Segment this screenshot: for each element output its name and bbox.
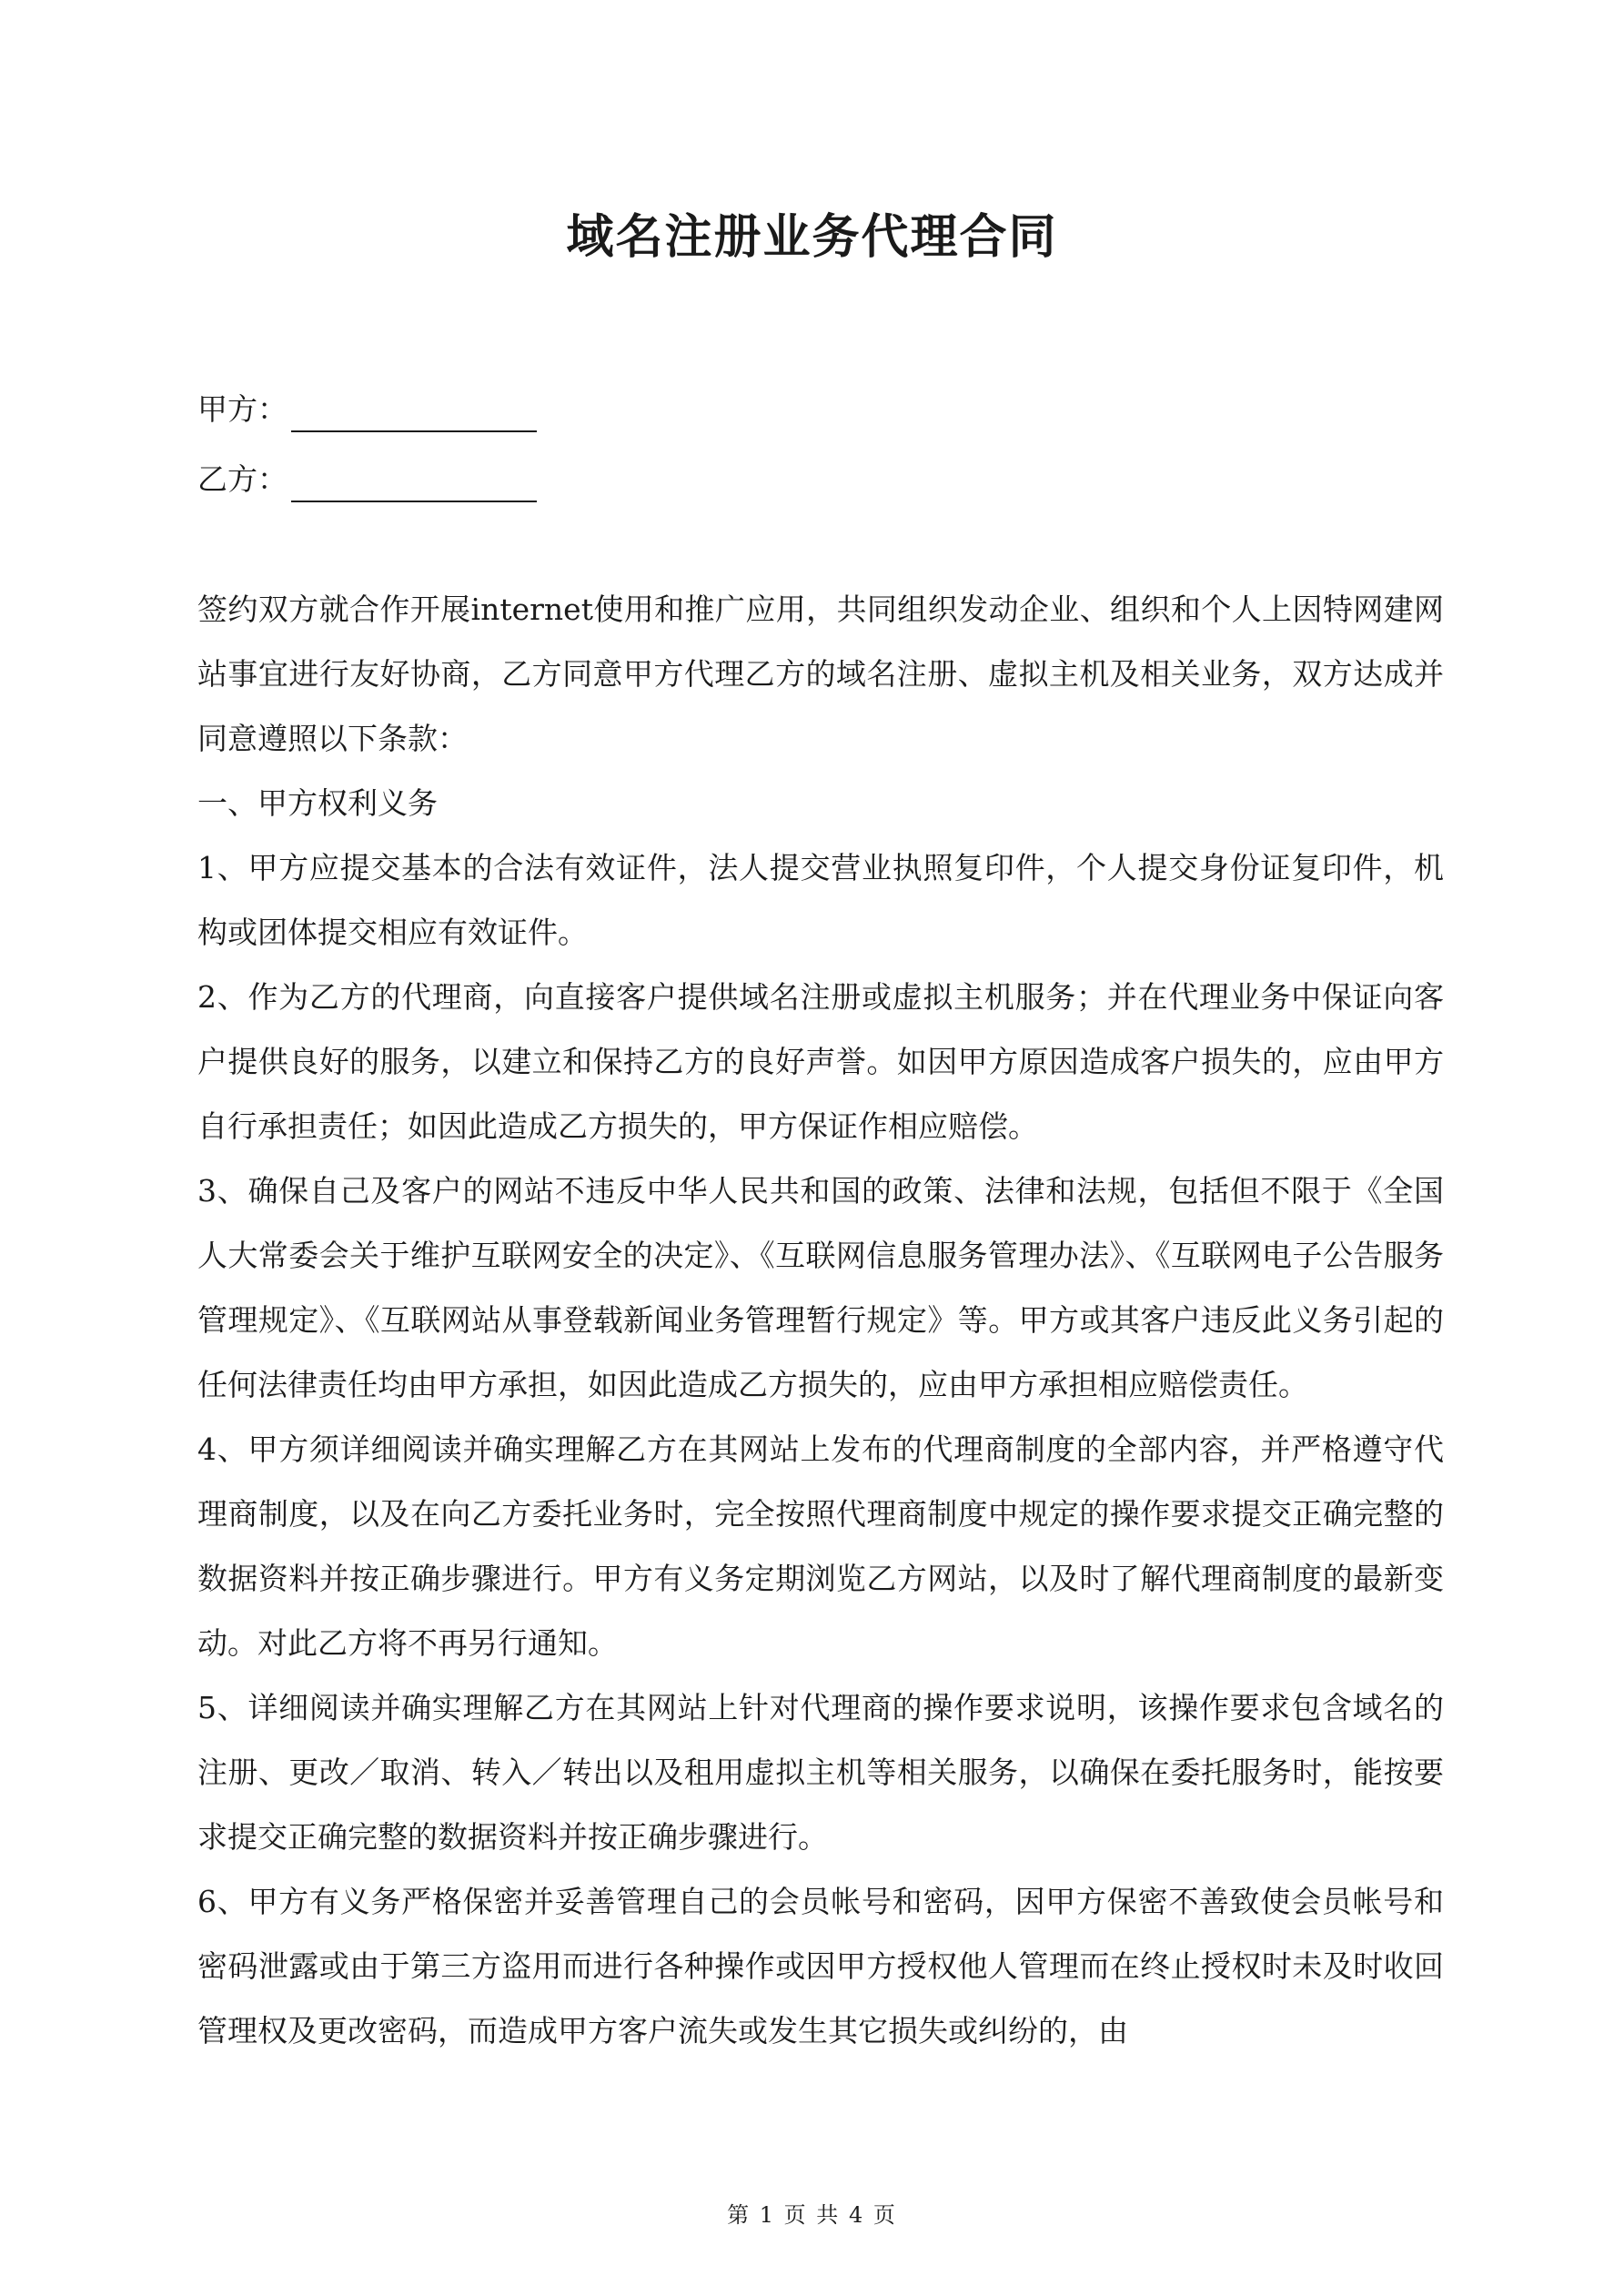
party-a-line [197, 387, 537, 432]
party-b-label: 乙方： [197, 461, 287, 497]
party-a-blank [291, 398, 537, 432]
clause-3: 3、确保自己及客户的网站不违反中华人民共和国的政策、法律和法规，包括但不限于《全国人大常委会关于维护互联网安全的决定》、《互联网信息服务管理办法》、《互联网电子公告服务管理规定》、《互联网站从事登载新闻业务管理暂行规定》等。甲方或其客户违反此义务引起的任何法律责任均由甲方承担，如因此造成乙方损失的，应由甲方承担相应赔偿责任。 [197, 1173, 1444, 1402]
clause-1: 1、甲方应提交基本的合法有效证件，法人提交营业执照复印件，个人提交身份证复印件，机构或团体提交相应有效证件。 [197, 850, 1444, 950]
clause-5: 5、详细阅读并确实理解乙方在其网站上针对代理商的操作要求说明，该操作要求包含域名的注册、更改／取消、转入／转出以及租用虚拟主机等相关服务，以确保在委托服务时，能按要求提交正确完整的数据资料并按正确步骤进行。 [197, 1690, 1444, 1855]
clause-4: 4、甲方须详细阅读并确实理解乙方在其网站上发布的代理商制度的全部内容，并严格遵守代理商制度，以及在向乙方委托业务时，完全按照代理商制度中规定的操作要求提交正确完整的数据资料并按正确步骤进行。甲方有义务定期浏览乙方网站，以及时了解代理商制度的最新变动。对此乙方将不再另行通知。 [197, 1431, 1444, 1661]
party-a-label: 甲方： [197, 391, 287, 427]
section-heading: 一、甲方权利义务 [197, 785, 438, 821]
clause-6: 6、甲方有义务严格保密并妥善管理自己的会员帐号和密码，因甲方保密不善致使会员帐号和密码泄露或由于第三方盗用而进行各种操作或因甲方授权他人管理而在终止授权时未及时收回管理权及更改密码，而造成甲方客户流失或发生其它损失或纠纷的，由 [197, 1884, 1444, 2048]
page-footer: 第 1 页 共 4 页 [727, 2202, 897, 2228]
contract-body [197, 577, 1444, 2063]
intro-paragraph: 签约双方就合作开展internet使用和推广应用，共同组织发动企业、组织和个人上因特网建网站事宜进行友好协商，乙方同意甲方代理乙方的域名注册、虚拟主机及相关业务，双方达成并同意遵照以下条款： [197, 592, 1444, 756]
clause-2: 2、作为乙方的代理商，向直接客户提供域名注册或虚拟主机服务；并在代理业务中保证向客户提供良好的服务，以建立和保持乙方的良好声誉。如因甲方原因造成客户损失的，应由甲方自行承担责任；如因此造成乙方损失的，甲方保证作相应赔偿。 [197, 979, 1444, 1144]
document-title: 域名注册业务代理合同 [566, 210, 1058, 265]
party-b-line [197, 457, 537, 502]
party-b-blank [291, 468, 537, 502]
